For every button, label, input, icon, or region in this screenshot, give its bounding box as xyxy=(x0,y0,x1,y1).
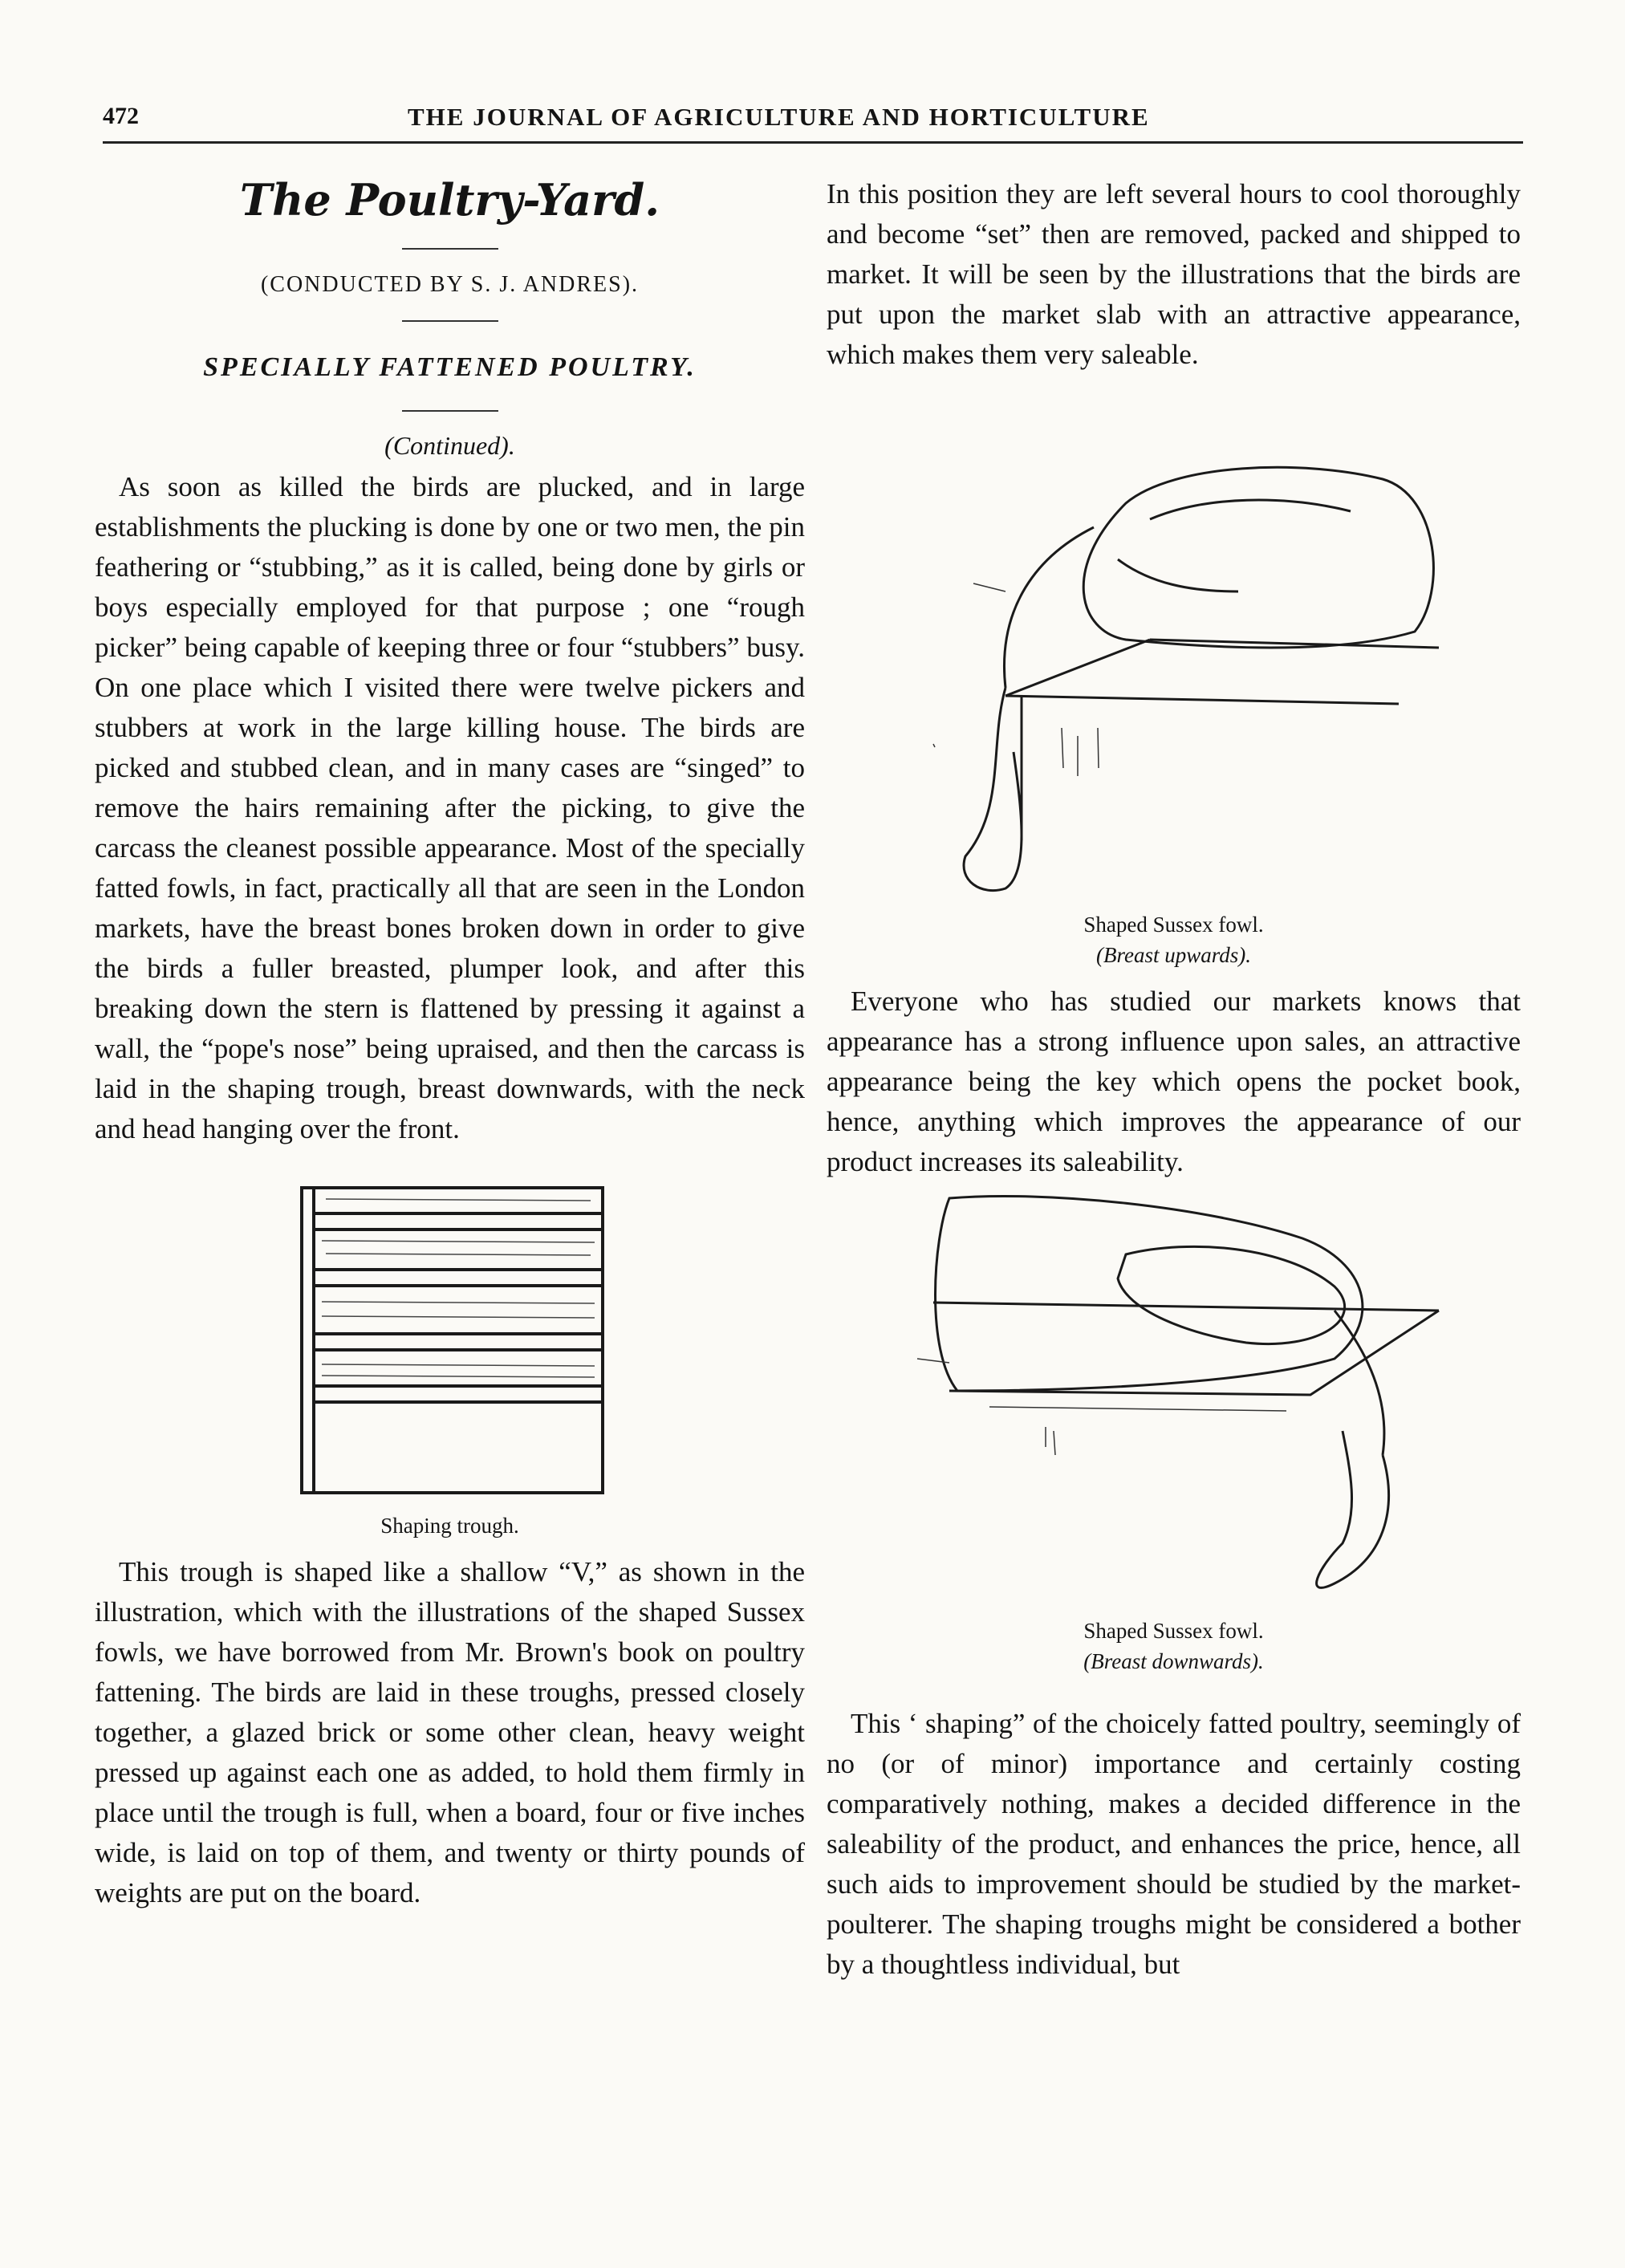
fowl-breast-upwards-drawing xyxy=(885,391,1463,904)
divider xyxy=(402,248,498,250)
section-title: The Poultry-Yard. xyxy=(239,174,660,226)
header-rule xyxy=(103,141,1523,144)
fowl-breast-downwards-illustration xyxy=(885,1190,1463,1608)
paragraph: In this position they are left several hours to cool thoroughly and become “set” then are removed, packed and shipped to market. It will be seen by the illustrations that the birds are put upon the market slab with an attractive appearance, which makes them very saleable. xyxy=(827,178,1521,370)
article-title: SPECIALLY FATTENED POULTRY. xyxy=(203,352,697,382)
shaping-trough-illustration xyxy=(278,1181,623,1502)
paragraph: This trough is shaped like a shallow “V,” as shown in the illustration, which with the illustrations of the shaped Sussex fowls, we have borrowed from Mr. Brown's book on poultry fattening. The birds are laid in these troughs, pressed closely together, a glazed brick or some other clean, heavy weight pressed up against each one as added, to hold them firmly in place until the trough is full, when a board, four or five inches wide, is laid on top of them, and twenty or thirty pounds of weights are put on the board. xyxy=(95,1556,805,1908)
fowl-breast-upwards-illustration xyxy=(885,391,1463,904)
paragraph: Everyone who has studied our markets knows that appearance has a strong influence upon sales, an attractive appearance being the key which opens the pocket book, hence, anything which improves the appearance of our product increases its saleability. xyxy=(827,986,1521,1177)
page-header xyxy=(103,103,1523,143)
conducted-by: (CONDUCTED BY S. J. ANDRES). xyxy=(260,272,640,297)
fig2-caption: Shaped Sussex fowl. xyxy=(1083,1619,1264,1643)
paragraph: As soon as killed the birds are plucked, and in large establishments the plucking is done by one or two men, the pin feathering or “stubbing,” as it is called, being done by girls or boys especially employed for that purpose ; one “rough picker” being capable of keeping three or four “stubbers” busy. On one place which I visited there were twelve pickers and stubbers at work in the large killing house. The birds are picked and stubbed clean, and in many cases are “singed” to remove the hairs remaining after the picking, to give the carcass the cleanest possible appearance. Most of the specially fatted fowls, in fact, practically all that are seen in the London markets, have the breast bones broken down in order to give the birds a fuller breasted, plumper look, and after this breaking down the stern is flattened by pressing it against a wall, the “pope's nose” being upraised, and then the carcass is laid in the shaping trough, breast downwards, with the neck and head hanging over the front. xyxy=(95,471,805,1144)
divider xyxy=(402,320,498,322)
right-column xyxy=(827,156,1521,1985)
fowl-breast-downwards-drawing xyxy=(885,1190,1463,1608)
fig1-caption: Shaped Sussex fowl. xyxy=(1083,912,1264,937)
fig2-subcaption: (Breast downwards). xyxy=(1083,1649,1264,1673)
paragraph: This ‘ shaping” of the choicely fatted poultry, seemingly of no (or of minor) importance and certainly costing comparatively nothing, makes a decided difference in the saleability of the product, and enhances the price, hence, all such aids to improvement should be studied by the market-poulterer. The shaping troughs might be considered a bother by a thoughtless individual, but xyxy=(827,1708,1521,1980)
divider xyxy=(402,410,498,412)
shaping-trough-drawing xyxy=(278,1181,623,1502)
left-column xyxy=(95,156,805,1913)
continued-label: (Continued). xyxy=(384,431,515,460)
running-title: THE JOURNAL OF AGRICULTURE AND HORTICULTURE xyxy=(408,103,1150,131)
fig1-subcaption: (Breast upwards). xyxy=(1096,943,1251,967)
trough-caption: Shaping trough. xyxy=(380,1514,519,1538)
page-number: 472 xyxy=(103,103,139,129)
